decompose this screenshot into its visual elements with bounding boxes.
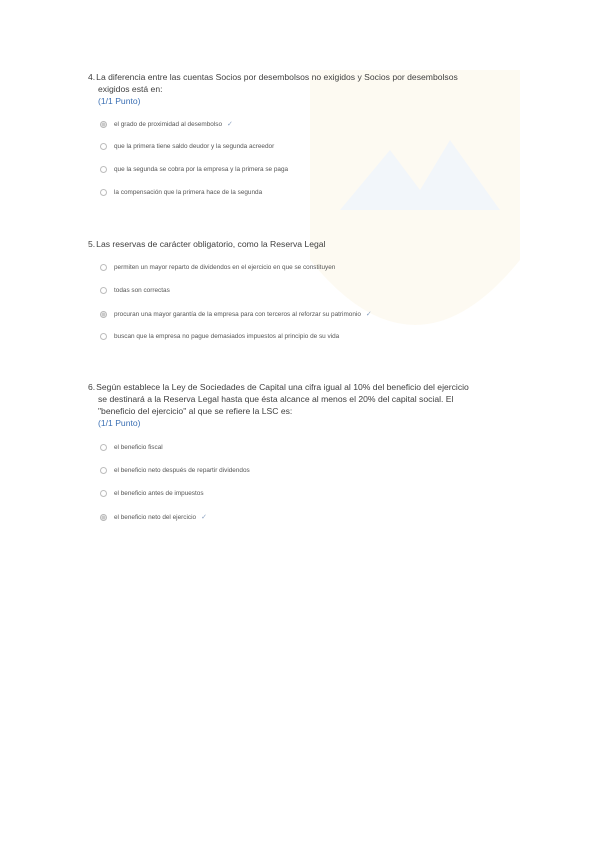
question-line: Las reservas de carácter obligatorio, como la Reserva Legal	[96, 239, 326, 249]
option-label: buscan que la empresa no pague demasiados impuestos al principio de su vida	[114, 333, 340, 340]
option-label: el grado de proximidad al desembolso	[114, 120, 222, 128]
option[interactable]	[100, 264, 335, 271]
option[interactable]	[100, 444, 163, 451]
radio-button[interactable]	[100, 287, 107, 294]
radio-button[interactable]	[100, 166, 107, 173]
question-line: "beneficio del ejercicio" al que se refiere la LSC es:	[98, 406, 293, 416]
radio-button[interactable]	[100, 311, 107, 318]
option-label: permiten un mayor reparto de dividendos en el ejercicio en que se constituyen	[114, 264, 336, 271]
option[interactable]	[100, 166, 288, 173]
question-line: exigidos está en:	[98, 84, 163, 94]
question-4	[88, 71, 508, 196]
question-text	[88, 71, 508, 95]
option[interactable]	[100, 120, 233, 128]
radio-button[interactable]	[100, 467, 107, 474]
radio-button[interactable]	[100, 490, 107, 497]
radio-button[interactable]	[100, 143, 107, 150]
option-label: todas son correctas	[114, 287, 170, 294]
option-label: la compensación que la primera hace de la segunda	[114, 189, 263, 196]
question-number: 6.	[88, 382, 96, 392]
question-line: se destinará a la Reserva Legal hasta que ésta alcance al menos el 20% del capital social. El	[98, 394, 454, 404]
option[interactable]	[100, 467, 250, 474]
option[interactable]	[100, 513, 207, 521]
option-label: el beneficio neto del ejercicio	[114, 513, 197, 521]
option[interactable]	[100, 143, 274, 150]
question-text	[88, 381, 508, 417]
question-text	[88, 238, 508, 250]
option-label: el beneficio neto después de repartir dividendos	[114, 467, 250, 474]
option-label: el beneficio fiscal	[114, 444, 163, 451]
option[interactable]	[100, 333, 339, 340]
radio-button[interactable]	[100, 333, 107, 340]
option[interactable]	[100, 189, 262, 196]
check-icon: ✓	[365, 311, 372, 318]
option-label: que la segunda se cobra por la empresa y la primera se paga	[114, 166, 289, 173]
option[interactable]	[100, 287, 170, 294]
question-number: 4.	[88, 72, 96, 82]
radio-button[interactable]	[100, 514, 107, 521]
check-icon: ✓	[201, 514, 207, 521]
radio-button[interactable]	[100, 264, 107, 271]
option[interactable]	[100, 490, 204, 497]
question-line: La diferencia entre las cuentas Socios por desembolsos no exigidos y Socios por desembolsos	[96, 72, 458, 82]
question-number: 5.	[88, 239, 96, 249]
radio-button[interactable]	[100, 189, 107, 196]
option-label: que la primera tiene saldo deudor y la segunda acreedor	[114, 143, 275, 150]
radio-button[interactable]	[100, 121, 107, 128]
option[interactable]	[100, 310, 372, 318]
option-label: procuran una mayor garantía de la empresa para con terceros al reforzar su patrimonio	[114, 310, 361, 318]
question-6	[88, 381, 508, 521]
radio-button[interactable]	[100, 444, 107, 451]
question-5	[88, 238, 508, 340]
background-watermark	[300, 60, 530, 390]
check-icon: ✓	[227, 121, 233, 128]
points-label: (1/1 Punto)	[98, 96, 141, 106]
question-line: Según establece la Ley de Sociedades de Capital una cifra igual al 10% del beneficio del ejercicio	[96, 382, 469, 392]
option-label: el beneficio antes de impuestos	[114, 490, 204, 497]
points-label: (1/1 Punto)	[98, 418, 141, 428]
